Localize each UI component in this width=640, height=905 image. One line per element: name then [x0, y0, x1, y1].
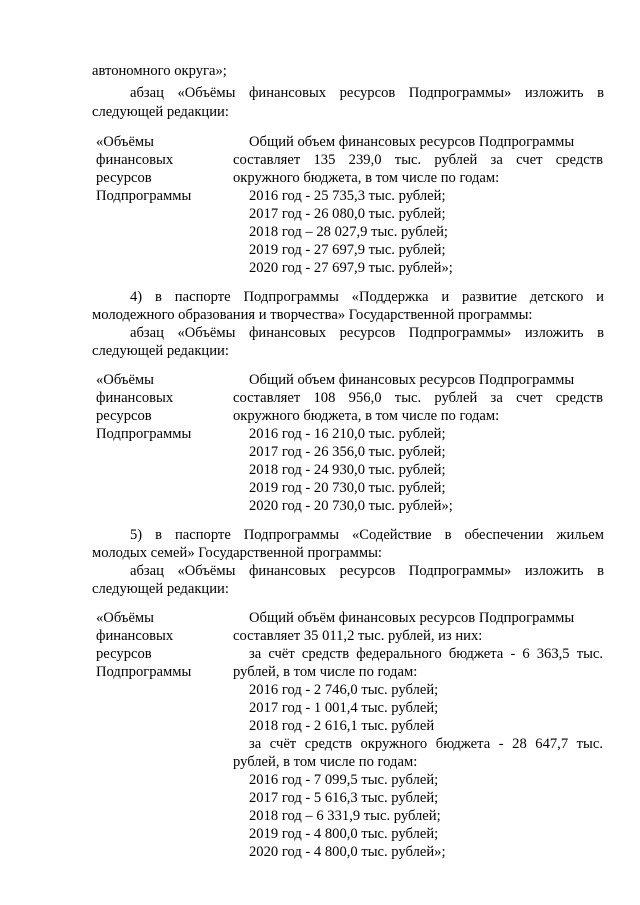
block2-text-line: Общий объем финансовых ресурсов Подпрограммы [249, 372, 575, 388]
block1-text-line: 2020 год - 27 697,9 тыс. рублей»; [249, 260, 453, 276]
block2-text-line: окружного бюджета, в том числе по годам: [233, 408, 500, 424]
block1-text-line: 2016 год - 25 735,3 тыс. рублей; [249, 188, 446, 204]
block3-text-line: 2020 год - 4 800,0 тыс. рублей»; [249, 844, 446, 860]
para4-line-3: абзац «Объёмы финансовых ресурсов Подпрограммы» изложить в [130, 325, 604, 341]
block3-text-line: 2016 год - 2 746,0 тыс. рублей; [249, 682, 439, 698]
block3-label-line: ресурсов [96, 646, 152, 662]
block2-text-line: составляет 108 956,0 тыс. рублей за счет средств [233, 390, 603, 406]
block2-label-line: финансовых [96, 390, 174, 406]
block3-label-line: Подпрограммы [96, 664, 192, 680]
block3-text-line: за счёт средств окружного бюджета - 28 647,7 тыс. [249, 736, 603, 752]
block2-label-line: «Объёмы [96, 372, 154, 388]
intro-line-1: автономного округа»; [92, 63, 227, 79]
block3-text-line: за счёт средств федерального бюджета - 6 363,5 тыс. [249, 646, 603, 662]
block1-text-line: 2017 год - 26 080,0 тыс. рублей; [249, 206, 446, 222]
block3-text-line: 2016 год - 7 099,5 тыс. рублей; [249, 772, 439, 788]
para4-line-4: следующей редакции: [92, 343, 229, 359]
block1-text-line: окружного бюджета, в том числе по годам: [233, 170, 500, 186]
block1-label-line: ресурсов [96, 170, 152, 186]
block3-text-line: 2018 год - 2 616,1 тыс. рублей [249, 718, 435, 734]
para5-line-1: 5) в паспорте Подпрограммы «Содействие в обеспечении жильем [130, 527, 604, 543]
para5-line-3: абзац «Объёмы финансовых ресурсов Подпрограммы» изложить в [130, 563, 604, 579]
para5-line-2: молодых семей» Государственной программы: [92, 545, 382, 561]
block2-text-line: 2017 год - 26 356,0 тыс. рублей; [249, 444, 446, 460]
block3-text-line: рублей, в том числе по годам: [233, 664, 418, 680]
block3-text-line: 2019 год - 4 800,0 тыс. рублей; [249, 826, 439, 842]
block2-text-line: 2016 год - 16 210,0 тыс. рублей; [249, 426, 446, 442]
intro-line-3: следующей редакции: [92, 104, 229, 120]
block1-label-line: финансовых [96, 152, 174, 168]
block2-text-line: 2018 год - 24 930,0 тыс. рублей; [249, 462, 446, 478]
block3-text-line: 2017 год - 5 616,3 тыс. рублей; [249, 790, 439, 806]
para4-line-2: молодежного образования и творчества» Государственной программы: [92, 307, 533, 323]
block1-text-line: Общий объем финансовых ресурсов Подпрограммы [249, 134, 575, 150]
para4-line-1: 4) в паспорте Подпрограммы «Поддержка и развитие детского и [130, 289, 604, 305]
block2-text-line: 2020 год - 20 730,0 тыс. рублей»; [249, 498, 453, 514]
block2-text-line: 2019 год - 20 730,0 тыс. рублей; [249, 480, 446, 496]
block3-text-line: составляет 35 011,2 тыс. рублей, из них: [233, 628, 483, 644]
block1-label-line: «Объёмы [96, 134, 154, 150]
block1-text-line: 2019 год - 27 697,9 тыс. рублей; [249, 242, 446, 258]
block1-text-line: 2018 год – 28 027,9 тыс. рублей; [249, 224, 448, 240]
block1-label-line: Подпрограммы [96, 188, 192, 204]
block3-text-line: Общий объём финансовых ресурсов Подпрограммы [249, 610, 575, 626]
block3-label-line: «Объёмы [96, 610, 154, 626]
block3-label-line: финансовых [96, 628, 174, 644]
block3-text-line: рублей, в том числе по годам: [233, 754, 418, 770]
intro-line-2: абзац «Объёмы финансовых ресурсов Подпрограммы» изложить в [130, 85, 604, 101]
block2-label-line: Подпрограммы [96, 426, 192, 442]
block2-label-line: ресурсов [96, 408, 152, 424]
block3-text-line: 2018 год – 6 331,9 тыс. рублей; [249, 808, 441, 824]
block3-text-line: 2017 год - 1 001,4 тыс. рублей; [249, 700, 439, 716]
para5-line-4: следующей редакции: [92, 581, 229, 597]
block1-text-line: составляет 135 239,0 тыс. рублей за счет средств [233, 152, 603, 168]
